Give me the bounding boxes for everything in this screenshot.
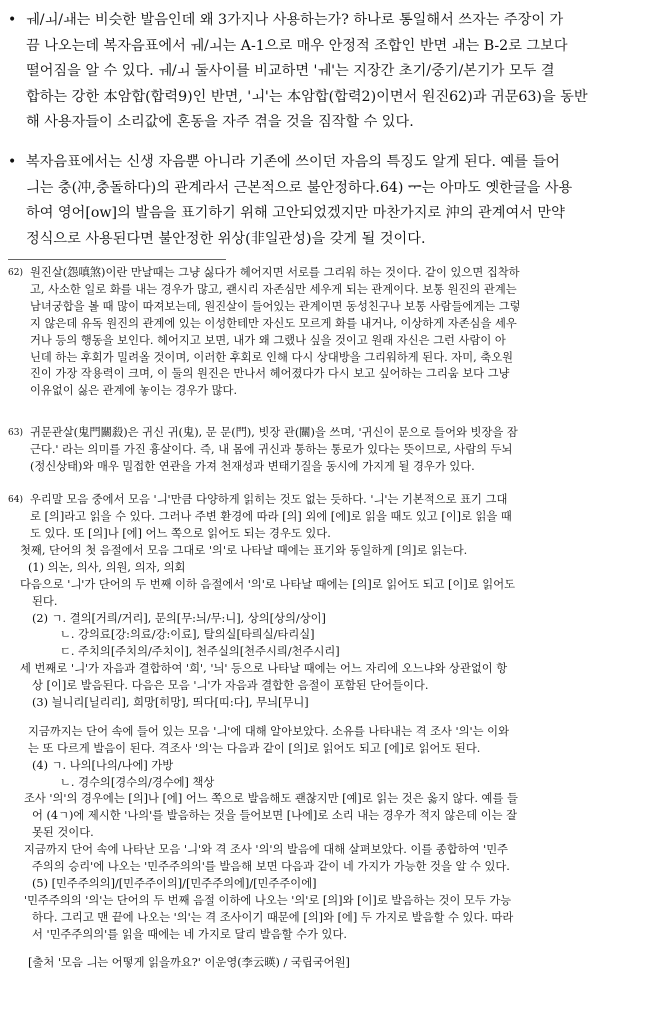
text-line: 복자음표에서는 신생 자음뿐 아니라 기존에 쓰이던 자음의 특징도 알게 된다. 예를 들어 <box>26 154 560 170</box>
blank-line <box>8 943 654 955</box>
bullet-paragraph-1 <box>8 8 648 136</box>
footnote-64-continuation <box>8 543 654 972</box>
text-line: (1) 의논, 의사, 의원, 의자, 의회 <box>28 560 186 574</box>
text-line: 어 (4ㄱ)에 제시한 '나의'를 발음하는 것을 들어보면 [나에]로 소리 내는 경우가 적지 않은데 이는 잘 <box>32 809 518 823</box>
blank-line <box>8 712 654 724</box>
text-line: 상 [이]로 발음된다. 다음은 모음 'ㅢ'가 자음과 결합한 음절이 포함된 단어들이다. <box>32 679 429 693</box>
text-line: 귀문관살(鬼門關殺)은 귀신 귀(鬼), 문 문(門), 빗장 관(關)을 쓰며, '귀신이 문으로 들어와 빗장을 잠 <box>30 426 518 439</box>
text-line: [출처 '모음 ㅢ는 어떻게 읽을까요?' 이운영(李云暎) / 국립국어원] <box>28 956 350 970</box>
footnote-separator <box>8 259 226 260</box>
footnote-number: 63) <box>8 428 23 438</box>
text-line: 서 '민주주의의'를 읽을 때에는 네 가지로 달리 발음할 수가 있다. <box>32 927 347 941</box>
text-line: ㄴ. 경수의[경수의/경수에] 책상 <box>60 775 215 789</box>
text-line: 못된 것이다. <box>32 826 94 840</box>
text-line: (4) ㄱ. 나의[나의/나에] 가방 <box>32 758 174 772</box>
text-line: 다음으로 'ㅢ'가 단어의 두 번째 이하 음절에서 '의'로 나타날 때에는 [의]로 읽어도 되고 [이]로 읽어도 <box>20 577 516 591</box>
text-line: 도 있다. 또 [의]나 [에] 어느 쪽으로 읽어도 되는 경우도 있다. <box>30 526 331 540</box>
text-line: (5) [민주주의의]/[민주주이의]/[민주주의에]/[민주주이에] <box>32 876 317 890</box>
text-line: ㄷ. 주치의[주치의/주치이], 천주실의[천주시릐/천주시리] <box>60 645 340 659</box>
text-line: 끔 나오는데 복자음표에서 ㅞ/ㅚ는 A-1으로 매우 안정적 조합인 반면 ㅙ는 B-2로 그보다 <box>26 37 568 54</box>
text-line: ㄴ. 강의료[강:의료/강:이료], 탈의실[타릐실/타리실] <box>60 628 315 642</box>
text-line: (정신상태)와 매우 밀접한 연관을 가져 천재성과 변태기질을 동시에 가지게 될 경우가 있다. <box>30 459 475 473</box>
text-line: 떨어짐을 알 수 있다. ㅞ/ㅚ 둘사이를 비교하면 'ㅞ'는 지장간 초기/중기/본기가 모두 결 <box>26 63 555 79</box>
footnote-number: 62) <box>8 268 23 278</box>
text-line: 하여 영어[ow]의 발음을 표기하기 위해 고안되었겠지만 마찬가지로 沖의 관계여서 만약 <box>26 205 565 221</box>
text-line: 남녀궁합을 볼 때 많이 따져보는데, 원진살이 들어있는 관계이면 동성친구나 보통 사람들에게는 그렇 <box>30 299 521 313</box>
footnote-64 <box>8 492 654 543</box>
text-line: 지 않은데 유독 원진의 관계에 있는 이성한테만 자신도 모르게 화를 내거나, 이상하게 자존심을 세우 <box>30 316 517 330</box>
text-line: 거나 등의 행동을 보인다. 헤어지고 보면, 내가 왜 그랬나 싶을 것이고 원래 자신은 그런 사람이 아 <box>30 333 506 347</box>
text-line: 우리말 모음 중에서 모음 'ㅢ'만큼 다양하게 읽히는 것도 없는 듯하다. 'ㅢ'는 기본적으로 표기 그대 <box>30 493 508 506</box>
text-line: 지금까지 단어 속에 나타난 모음 'ㅢ'와 격 조사 '의'의 발음에 대해 살펴보았다. 이를 종합하여 '민주 <box>24 843 509 857</box>
text-line: '민주주의의 '의'는 단어의 두 번째 음절 이하에 나오는 '의'로 [의]와 [이]로 발음하는 것이 모두 가능 <box>24 893 512 907</box>
text-line: 주의의 승리'에 나오는 '민주주의의'를 발음해 보면 다음과 같이 네 가지가 가능한 것을 알 수 있다. <box>32 860 510 874</box>
text-line: 하다. 그리고 맨 끝에 나오는 '의'는 격 조사이기 때문에 [의]와 [에] 두 가지로 발음할 수 있다. 따라 <box>32 910 514 924</box>
bullet-paragraph-2 <box>8 150 648 252</box>
text-line: 지금까지는 단어 속에 들어 있는 모음 'ㅢ'에 대해 알아보았다. 소유를 나타내는 격 조사 '의'는 이와 <box>28 724 509 738</box>
text-line: 닌데 하는 후회가 밀려올 것이며, 이러한 후회로 인해 다시 상대방을 그리워하게 된다. 자미, 축오원 <box>30 350 514 364</box>
text-line: 이유없이 싫은 관계에 놓이는 경우가 많다. <box>30 384 238 398</box>
footnote-62 <box>8 265 654 400</box>
text-line: 로 [의]라고 읽을 수 있다. 그러나 주변 환경에 따라 [의] 외에 [에]로 읽을 때도 있고 [이]로 읽을 때 <box>30 509 512 523</box>
text-line: 조사 '의'의 경우에는 [의]나 [에] 어느 쪽으로 발음해도 괜찮지만 [예]로 읽는 것은 옳지 않다. 예를 들 <box>24 792 518 806</box>
bullet-marker: • <box>8 12 17 28</box>
text-line: 된다. <box>32 594 58 608</box>
text-line: 원진살(怨嗔煞)이란 만날때는 그냥 싫다가 헤어지면 서로를 그리워 하는 것이다. 같이 있으면 집착하 <box>30 266 520 279</box>
footnote-63 <box>8 425 654 476</box>
text-line: ㅢ는 충(冲,충돌하다)의 관계라서 근본적으로 불안정하다.64) ᆍ는 아마도 옛한글을 사용 <box>26 179 573 196</box>
text-line: 정식으로 사용된다면 불안정한 위상(非일관성)을 갖게 될 것이다. <box>26 230 426 247</box>
text-line: 근다.' 라는 의미를 가진 흉살이다. 즉, 내 몸에 귀신과 통하는 통로가 있다는 뜻이므로, 사람의 두뇌 <box>30 442 513 456</box>
text-line: 해 사용자들이 소리값에 혼동을 자주 겪을 것을 짐작할 수 있다. <box>26 114 414 130</box>
text-line: ㅞ/ㅚ/ㅙ는 비슷한 발음인데 왜 3가지나 사용하는가? 하나로 통일해서 쓰자는 주장이 가 <box>26 12 564 28</box>
footnote-number: 64) <box>8 495 23 505</box>
text-line: 첫째, 단어의 첫 음절에서 모음 그대로 '의'로 나타날 때에는 표기와 동일하게 [의]로 읽는다. <box>20 544 468 557</box>
text-line: 세 번째로 'ㅢ'가 자음과 결합하여 '희', '늬' 등으로 나타날 때에는 어느 자리에 오느냐와 상관없이 항 <box>20 662 508 676</box>
text-line: 합하는 강한 本암합(합력9)인 반면, 'ㅚ'는 本암합(합력2)이면서 원진62)과 귀문63)을 동반 <box>26 88 588 105</box>
text-line: 진이 가장 작용력이 크며, 이 둘의 원진은 만나서 헤어졌다가 다시 보고 싶어하는 그리움 보다 그냥 <box>30 367 510 381</box>
text-line: 는 또 다르게 발음이 된다. 격조사 '의'는 다음과 같이 [의]로 읽어도 되고 [에]로 읽어도 된다. <box>28 741 481 755</box>
text-line: 고, 사소한 일로 화를 내는 경우가 많고, 괜시리 자존심만 세우게 되는 관계이다. 보통 원진의 관계는 <box>30 282 517 296</box>
text-line: (3) 늴니리[닐리리], 희망[히망], 띄다[띠:다], 무늬[무니] <box>32 696 309 710</box>
text-line: (2) ㄱ. 결의[거릐/거리], 문의[무:늬/무:니], 상의[상의/상이] <box>32 611 326 625</box>
bullet-marker: • <box>8 154 17 170</box>
